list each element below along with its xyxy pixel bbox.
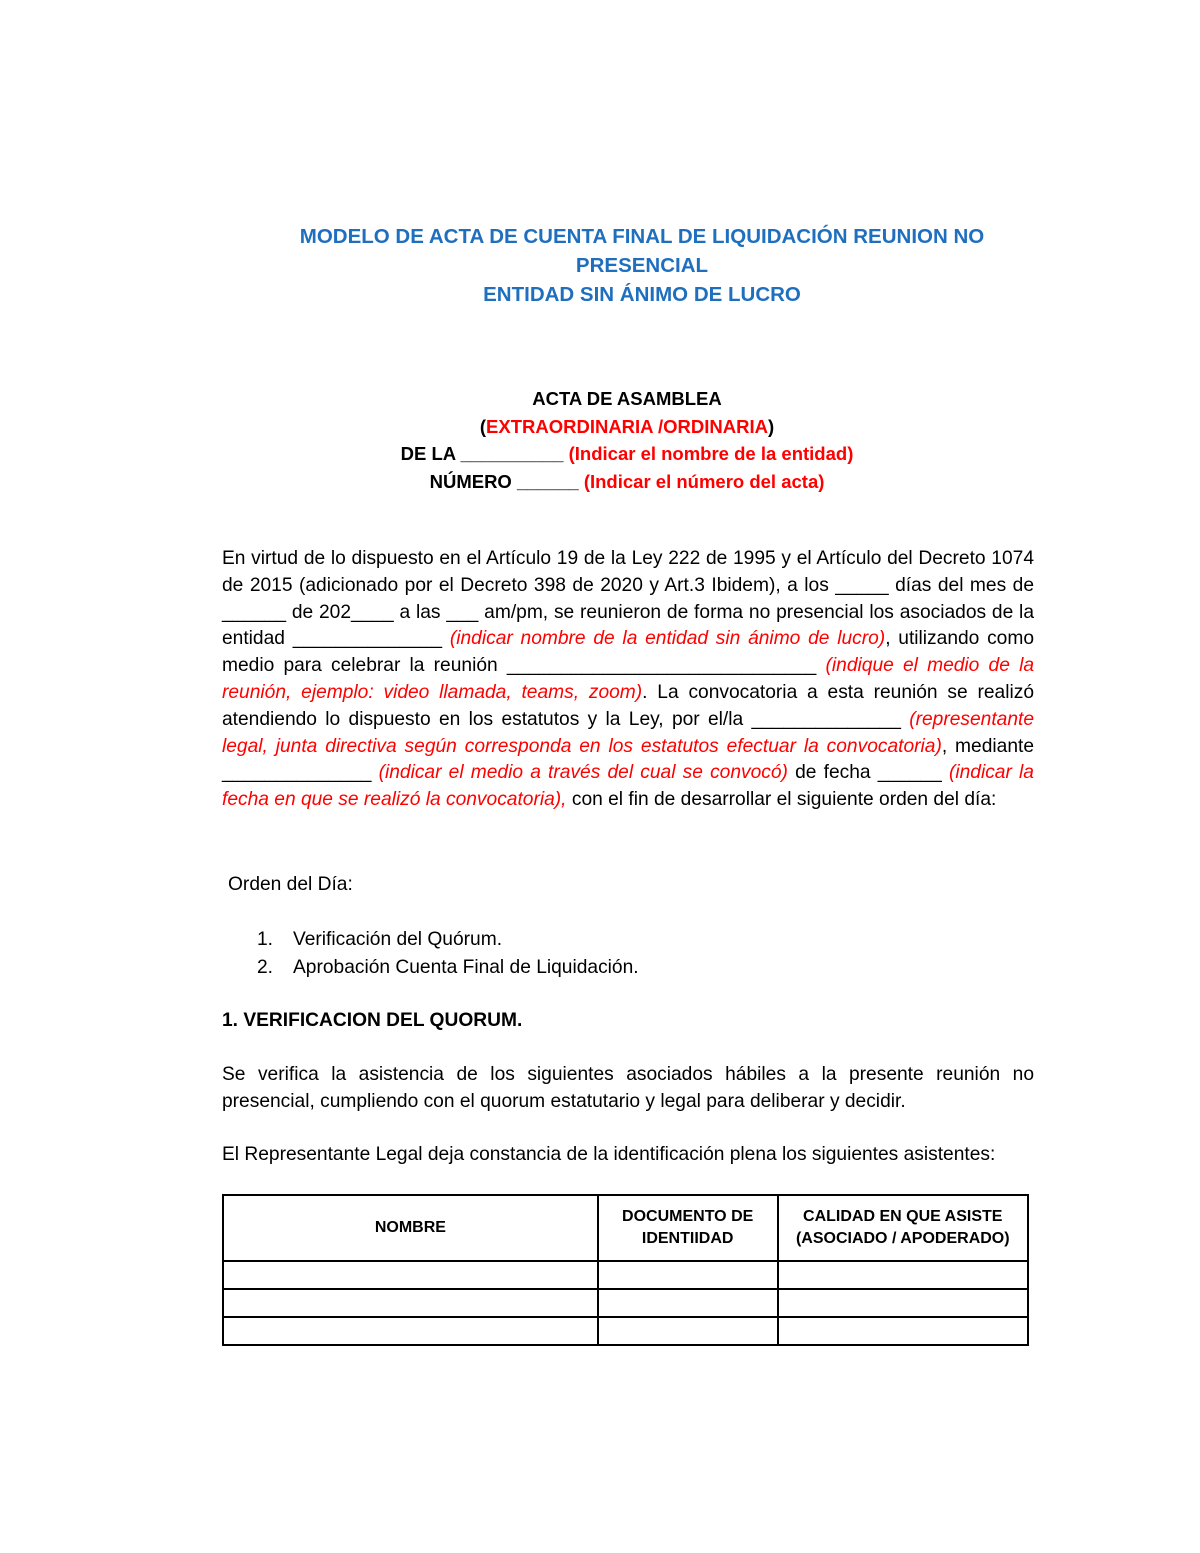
- table-cell: [223, 1261, 598, 1289]
- list-item-text: Verificación del Quórum.: [293, 929, 503, 950]
- document-title: [222, 222, 1062, 309]
- intro-instruction-3: (representante legal, junta directiva según corresponda en los estatutos efectuar la convocatoria): [222, 708, 1034, 757]
- intro-instruction-1: (indicar nombre de la entidad sin ánimo de lucro): [449, 628, 886, 650]
- representative-paragraph: El Representante Legal deja constancia de la identificación plena los siguientes asistentes:: [222, 1144, 996, 1165]
- table-cell: [778, 1289, 1028, 1317]
- header-documento-line-2: IDENTIIDAD: [641, 1230, 734, 1247]
- header-nombre: NOMBRE: [223, 1195, 598, 1261]
- table-cell: [223, 1317, 598, 1345]
- table-cell: [598, 1289, 778, 1317]
- entity-name-line: [222, 440, 1032, 468]
- header-documento: [598, 1195, 778, 1261]
- list-item-number: 2.: [257, 956, 274, 978]
- orden-del-dia-label: Orden del Día:: [228, 874, 353, 895]
- title-line-3: ENTIDAD SIN ÁNIMO DE LUCRO: [483, 283, 801, 306]
- paren-close: ): [767, 415, 775, 437]
- intro-text-1: En virtud de lo dispuesto en el Artículo 19 de la Ley 222 de 1995 y el Artículo del Decreto 1074 de 2015 (adicionado por el Decreto 398 de 2020 y Art.3 Ibidem), a los _____ días del mes de ______ de 202____ a las ___ am/pm, se reunieron de forma no presencial los asociados de la entidad ______________: [222, 548, 1034, 650]
- acta-number-placeholder: (Indicar el número del acta): [583, 470, 825, 492]
- intro-instruction-4: (indicar el medio a través del cual se convocó): [378, 762, 788, 784]
- list-item: [257, 926, 639, 954]
- intro-text-2: , utilizando como medio para celebrar la reunión _____________________________: [222, 628, 1035, 677]
- orden-del-dia-list: [257, 926, 639, 981]
- table-cell: [223, 1289, 598, 1317]
- table-cell: [778, 1317, 1028, 1345]
- list-item-number: 1.: [257, 929, 274, 950]
- paren-open: (: [479, 415, 487, 437]
- acta-number-line: [222, 468, 1032, 496]
- intro-instruction-2: (indique el medio de la reunión, ejemplo: video llamada, teams, zoom): [222, 655, 1034, 703]
- acta-heading: [222, 385, 1032, 495]
- intro-paragraph: [222, 546, 1034, 814]
- section-heading-quorum: 1. VERIFICACION DEL QUORUM.: [222, 1010, 523, 1031]
- header-calidad-line-2: (ASOCIADO / APODERADO): [795, 1230, 1010, 1247]
- header-calidad-line-1: CALIDAD EN QUE ASISTE: [803, 1208, 1003, 1225]
- intro-text-3: . La convocatoria a esta reunión se realizó atendiendo lo dispuesto en los estatutos y la Ley, por el/la ______________: [222, 681, 1034, 730]
- acta-type-placeholder: EXTRAORDINARIA /ORDINARIA: [486, 415, 768, 437]
- quorum-paragraph: Se verifica la asistencia de los siguientes asociados hábiles a la presente reunión no presencial, cumpliendo con el quorum estatutario y legal para deliberar y decidir.: [222, 1064, 1034, 1112]
- attendees-table: [222, 1194, 1029, 1346]
- header-calidad: [778, 1195, 1028, 1261]
- table-header-row: [223, 1195, 1028, 1261]
- title-line-2: PRESENCIAL: [575, 254, 709, 277]
- list-item-text: Aprobación Cuenta Final de Liquidación.: [293, 956, 639, 978]
- intro-text-5: de fecha ______: [787, 762, 949, 784]
- table-row: [223, 1289, 1028, 1317]
- table-cell: [778, 1261, 1028, 1289]
- table-cell: [598, 1261, 778, 1289]
- list-item: [257, 954, 639, 982]
- intro-text-4: , mediante ______________: [222, 735, 1034, 784]
- acta-type-line: [222, 413, 1032, 441]
- table-row: [223, 1261, 1028, 1289]
- table-cell: [598, 1317, 778, 1345]
- acta-title: ACTA DE ASAMBLEA: [532, 388, 722, 409]
- acta-number-prefix: NÚMERO ______: [429, 470, 584, 492]
- table-row: [223, 1317, 1028, 1345]
- entity-name-placeholder: (Indicar el nombre de la entidad): [568, 443, 854, 464]
- intro-text-6: con el fin de desarrollar el siguiente orden del día:: [566, 789, 997, 811]
- intro-instruction-5: (indicar la fecha en que se realizó la convocatoria),: [222, 762, 1034, 811]
- entity-name-prefix: DE LA __________: [400, 443, 569, 464]
- title-line-1: MODELO DE ACTA DE CUENTA FINAL DE LIQUIDACIÓN REUNION NO: [299, 225, 985, 248]
- header-documento-line-1: DOCUMENTO DE: [622, 1208, 754, 1225]
